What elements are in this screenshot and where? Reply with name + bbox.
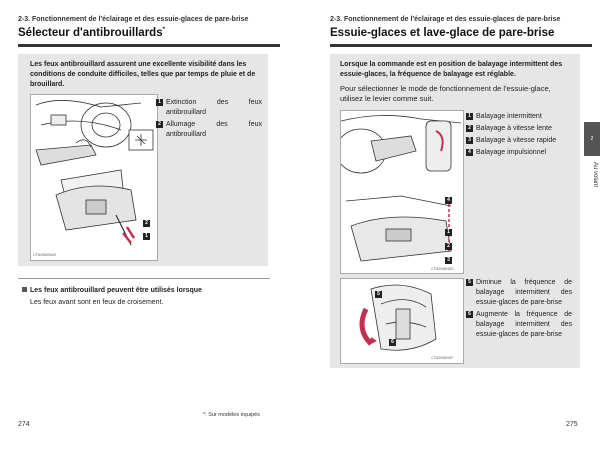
wiper-item-5-num: 5 — [466, 279, 473, 286]
wiper-mode-figure — [340, 110, 464, 274]
wiper-item-6-num: 6 — [466, 311, 473, 318]
wiper-item-2-text: Balayage à vitesse lente — [476, 125, 552, 132]
wiper-item-3-num: 3 — [466, 137, 473, 144]
wiper-item-5-line3: essuie-glaces de pare-brise — [476, 299, 562, 306]
wiper-item-3-text: Balayage à vitesse rapide — [476, 137, 557, 144]
wiper-callout-2: 2 — [445, 243, 452, 250]
fog-item-1-line1: Extinction des feux — [166, 99, 262, 106]
left-title-text: Sélecteur d'antibrouillards — [18, 27, 163, 39]
wiper-item-5 — [466, 278, 572, 308]
fog-light-illustration — [31, 95, 157, 260]
fog-item-1-line2: antibrouillard — [166, 109, 207, 116]
wiper-item-4-num: 4 — [466, 149, 473, 156]
left-section-divider — [18, 278, 270, 279]
section-square-icon — [22, 287, 27, 292]
fog-item-2-line1: Allumage des feux — [166, 121, 262, 128]
wiper-item-1-num: 1 — [466, 113, 473, 120]
wiper-item-6-line2: balayage intermittent des — [476, 321, 572, 328]
left-header-title — [18, 27, 165, 39]
fog-item-2-line2: antibrouillard — [166, 131, 207, 138]
wiper-item-5-line2: balayage intermittent des — [476, 289, 572, 296]
wiper-item-2-num: 2 — [466, 125, 473, 132]
wiper-item-1 — [466, 112, 574, 122]
wiper-figure-code-1: CTN29WINSD — [431, 267, 454, 271]
left-section-title-text: Les feux antibrouillard peuvent être utilisés lorsque — [30, 287, 202, 294]
left-section-text: Les feux avant sont en feux de croisement. — [30, 299, 164, 306]
figure-callout-1: 1 — [143, 233, 150, 240]
wiper-frequency-illustration — [341, 279, 463, 363]
right-content-box — [330, 54, 580, 368]
left-footnote: *: Sur modèles équipés — [203, 412, 260, 418]
left-intro: Les feux antibrouillard assurent une excellente visibilité dans les conditions de conduite difficiles, telles que par temps de pluie et de brouillard. — [30, 61, 256, 88]
fog-item-2 — [156, 120, 262, 140]
wiper-item-2 — [466, 124, 574, 134]
right-intro: Lorsque la commande est en position de balayage intermittent des essuie-glaces, la fréquence de balayage est réglable. — [340, 61, 563, 78]
right-header — [330, 14, 592, 47]
wiper-callout-1: 1 — [445, 229, 452, 236]
wiper-frequency-figure — [340, 278, 464, 364]
wiper-callout-4: 4 — [445, 197, 452, 204]
wiper-item-6-line1: Augmente la fréquence de — [476, 311, 572, 318]
right-header-chapter: 2-3. Fonctionnement de l'éclairage et des essuie-glaces de pare-brise — [330, 16, 561, 23]
wiper-item-4-text: Balayage impulsionnel — [476, 149, 547, 156]
wiper-item-6 — [466, 310, 572, 340]
wiper-frequency-list — [466, 278, 572, 342]
left-header-chapter: 2-3. Fonctionnement de l'éclairage et des essuie-glaces de pare-brise — [18, 16, 249, 23]
right-para: Pour sélectionner le mode de fonctionnement de l'essuie-glace, utilisez le levier comme suit. — [340, 84, 551, 103]
left-content-box — [18, 54, 268, 266]
fog-item-1-num: 1 — [156, 99, 163, 106]
wiper-item-1-text: Balayage intermittent — [476, 113, 542, 120]
figure-callout-2: 2 — [143, 220, 150, 227]
right-page-number: 275 — [566, 421, 578, 428]
left-section-title — [22, 286, 272, 296]
chapter-side-label: Au volant — [592, 162, 598, 188]
wiper-item-6-line3: essuie-glaces de pare-brise — [476, 331, 562, 338]
left-page-number: 274 — [18, 421, 30, 428]
right-header-title: Essuie-glaces et lave-glace de pare-brise — [330, 27, 555, 39]
wiper-callout-6: 6 — [389, 339, 396, 346]
wiper-item-5-line1: Diminue la fréquence de — [476, 279, 572, 286]
right-page — [300, 0, 600, 450]
fog-item-2-num: 2 — [156, 121, 163, 128]
wiper-callout-5: 5 — [375, 291, 382, 298]
wiper-item-4 — [466, 148, 574, 158]
wiper-figure-code-2: CTN29WINSF — [431, 356, 454, 360]
wiper-mode-list — [466, 112, 574, 160]
wiper-item-3 — [466, 136, 574, 146]
wiper-callout-3: 3 — [445, 257, 452, 264]
fog-light-figure-code: CTN29MINWS — [33, 253, 57, 257]
fog-item-1 — [156, 98, 262, 118]
fog-light-list — [156, 98, 262, 142]
left-title-star: * — [162, 27, 165, 34]
left-header — [18, 14, 280, 47]
chapter-tab: 2 — [584, 122, 600, 156]
fog-light-figure — [30, 94, 158, 261]
